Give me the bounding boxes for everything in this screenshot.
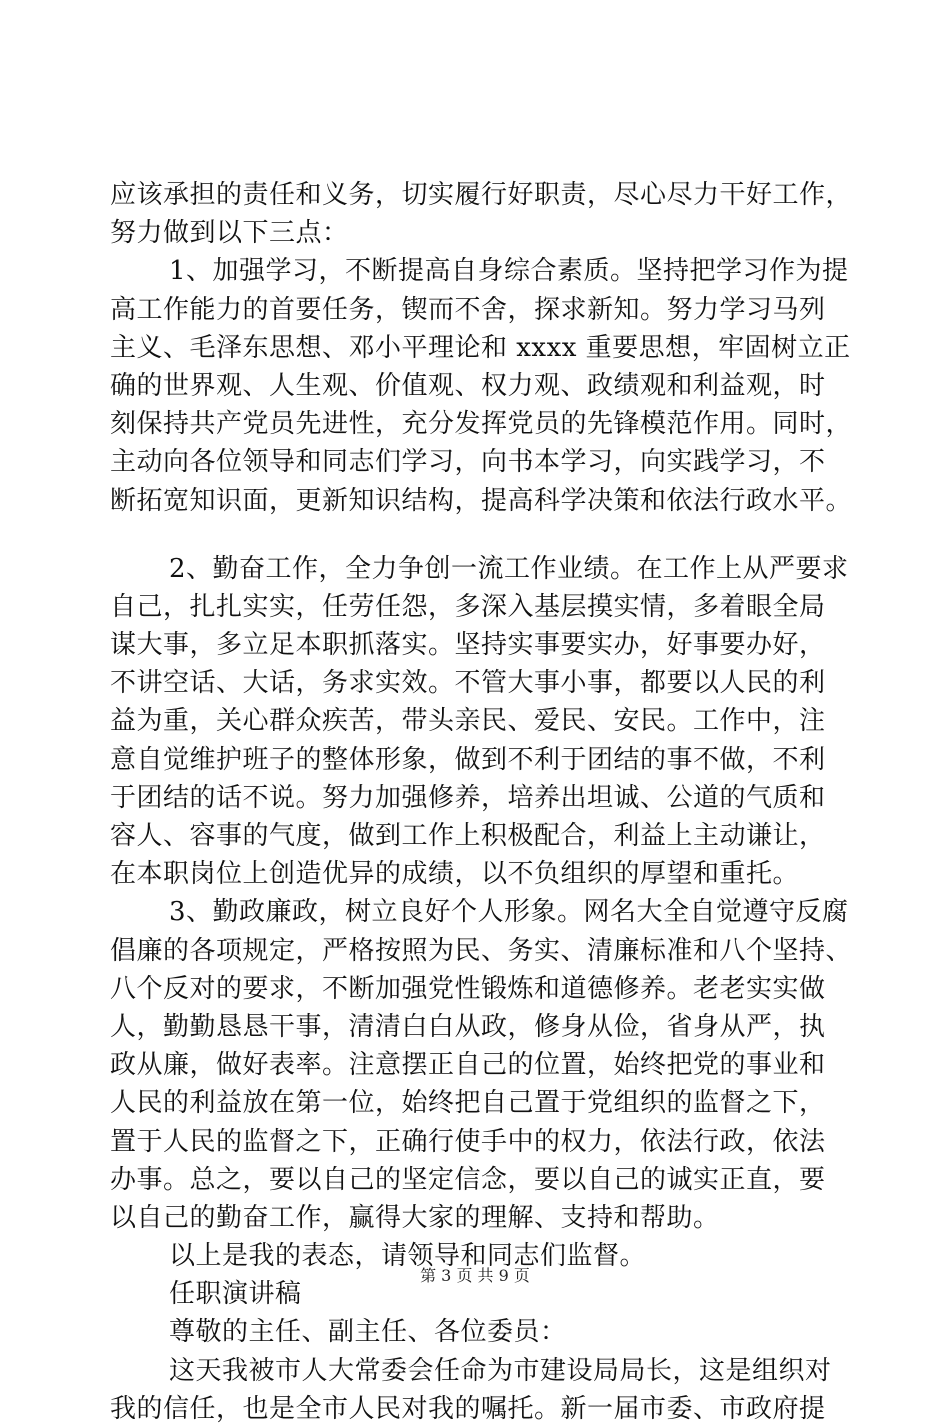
text-line: 努力做到以下三点： [110, 218, 349, 249]
text-line: 2、勤奋工作，全力争创一流工作业绩。在工作上从严要求 [169, 553, 849, 584]
text-line: 政从廉，做好表率。注意摆正自己的位置，始终把党的事业和 [110, 1050, 826, 1081]
text-line: 不讲空话、大话，务求实效。不管大事小事，都要以人民的利 [110, 668, 826, 699]
body-section-2 [110, 550, 853, 1428]
text-line: 八个反对的要求，不断加强党性锻炼和道德修养。老老实实做 [110, 973, 826, 1004]
text-line: 任职演讲稿 [169, 1279, 302, 1310]
text-line: 尊敬的主任、副主任、各位委员： [169, 1317, 567, 1348]
text-line: 1、加强学习，不断提高自身综合素质。坚持把学习作为提 [169, 256, 849, 287]
text-line: 断拓宽知识面，更新知识结构，提高科学决策和依法行政水平。 [110, 485, 853, 516]
body-section-1 [110, 176, 853, 520]
text-line: 确的世界观、人生观、价值观、权力观、政绩观和利益观，时 [110, 370, 826, 401]
text-line: 于团结的话不说。努力加强修养，培养出坦诚、公道的气质和 [110, 782, 826, 813]
text-line: 在本职岗位上创造优异的成绩，以不负组织的厚望和重托。 [110, 859, 800, 890]
page-number-footer: 第 3 页 共 9 页 [420, 1266, 530, 1285]
text-line: 谋大事，多立足本职抓落实。坚持实事要实办，好事要办好， [110, 630, 826, 661]
text-line: 置于人民的监督之下，正确行使手中的权力，依法行政，依法 [110, 1126, 826, 1157]
text-line: 自己，扎扎实实，任劳任怨，多深入基层摸实情，多着眼全局 [110, 591, 826, 622]
text-line: 主义、毛泽东思想、邓小平理论和 xxxx 重要思想，牢固树立正 [110, 332, 851, 363]
text-line: 刻保持共产党员先进性，充分发挥党员的先锋模范作用。同时， [110, 409, 853, 440]
text-line: 益为重，关心群众疾苦，带头亲民、爱民、安民。工作中，注 [110, 706, 826, 737]
text-line: 以上是我的表态，请领导和同志们监督。 [169, 1241, 647, 1272]
text-line: 人民的利益放在第一位，始终把自己置于党组织的监督之下， [110, 1088, 826, 1119]
text-line: 以自己的勤奋工作，赢得大家的理解、支持和帮助。 [110, 1202, 720, 1233]
text-line: 倡廉的各项规定，严格按照为民、务实、清廉标准和八个坚持、 [110, 935, 853, 966]
text-line: 办事。总之，要以自己的坚定信念，要以自己的诚实正直，要 [110, 1164, 826, 1195]
paragraph-gap [110, 520, 846, 550]
text-line: 应该承担的责任和义务，切实履行好职责，尽心尽力干好工作， [110, 180, 853, 210]
text-line: 高工作能力的首要任务，锲而不舍，探求新知。努力学习马列 [110, 294, 826, 325]
text-line: 容人、容事的气度，做到工作上积极配合，利益上主动谦让， [110, 821, 826, 851]
document-body [110, 176, 853, 1428]
text-line: 人，勤勤恳恳干事，清清白白从政，修身从俭，省身从严，执 [110, 1011, 826, 1042]
text-line: 意自觉维护班子的整体形象，做到不利于团结的事不做，不利 [110, 744, 826, 775]
text-line: 这天我被市人大常委会任命为市建设局局长，这是组织对 [169, 1355, 832, 1386]
text-line: 主动向各位领导和同志们学习，向书本学习，向实践学习，不 [110, 447, 826, 478]
text-line: 3、勤政廉政，树立良好个人形象。网名大全自觉遵守反腐 [169, 897, 849, 928]
text-line: 我的信任，也是全市人民对我的嘱托。新一届市委、市政府提 [110, 1393, 826, 1424]
